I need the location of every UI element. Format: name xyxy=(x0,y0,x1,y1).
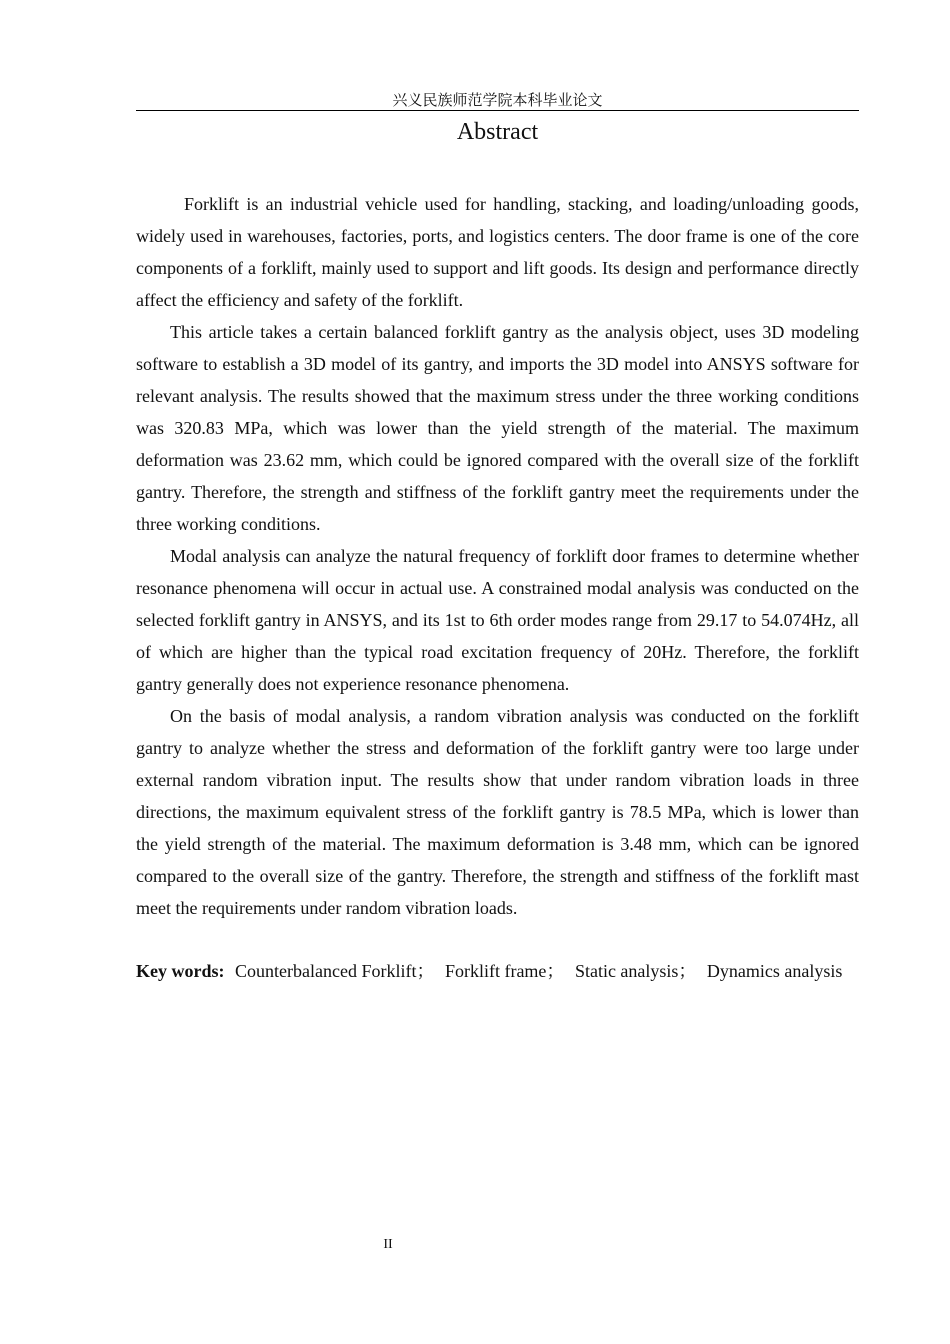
abstract-paragraph: This article takes a certain balanced forklift gantry as the analysis object, uses 3D modeling software to establish a 3D model of its gantry, and imports the 3D model into ANSYS software for relevant analysis. The results showed that the maximum stress under the three working conditions was 320.83 MPa, which was lower than the yield strength of the material. The maximum deformation was 23.62 mm, which could be ignored compared with the overall size of the forklift gantry. Therefore, the strength and stiffness of the forklift gantry meet the requirements under the three working conditions. xyxy=(136,322,859,534)
abstract-paragraph: Modal analysis can analyze the natural frequency of forklift door frames to determine whether resonance phenomena will occur in actual use. A constrained modal analysis was conducted on the selected forklift gantry in ANSYS, and its 1st to 6th order modes range from 29.17 to 54.074Hz, all of which are higher than the typical road excitation frequency of 20Hz. Therefore, the forklift gantry generally does not experience resonance phenomena. xyxy=(136,546,859,694)
keyword-item: Dynamics analysis xyxy=(706,961,843,981)
keywords-line xyxy=(136,955,876,987)
page-number: II xyxy=(383,1237,393,1252)
keywords-label: Key words: xyxy=(136,961,225,981)
keyword-item: Forklift frame； xyxy=(444,961,565,981)
running-header-title: 兴义民族师范学院本科毕业论文 xyxy=(392,91,603,109)
abstract-body xyxy=(136,188,859,924)
abstract-paragraph: On the basis of modal analysis, a random vibration analysis was conducted on the forklift gantry to analyze whether the stress and deformation of the forklift gantry were too large under external random vibration input. The results show that under random vibration loads in three directions, the maximum equivalent stress of the forklift gantry is 78.5 MPa, which is lower than the yield strength of the material. The maximum deformation is 3.48 mm, which can be ignored compared to the overall size of the gantry. Therefore, the strength and stiffness of the forklift mast meet the requirements under random vibration loads. xyxy=(136,706,859,918)
keyword-item: Static analysis； xyxy=(574,961,697,981)
abstract-title: Abstract xyxy=(456,119,539,145)
keyword-item: Counterbalanced Forklift； xyxy=(235,961,435,981)
abstract-paragraph: Forklift is an industrial vehicle used for handling, stacking, and loading/unloading goods, widely used in warehouses, factories, ports, and logistics centers. The door frame is one of the core components of a forklift, mainly used to support and lift goods. Its design and performance directly affect the efficiency and safety of the forklift. xyxy=(136,194,859,310)
running-header xyxy=(136,90,859,111)
